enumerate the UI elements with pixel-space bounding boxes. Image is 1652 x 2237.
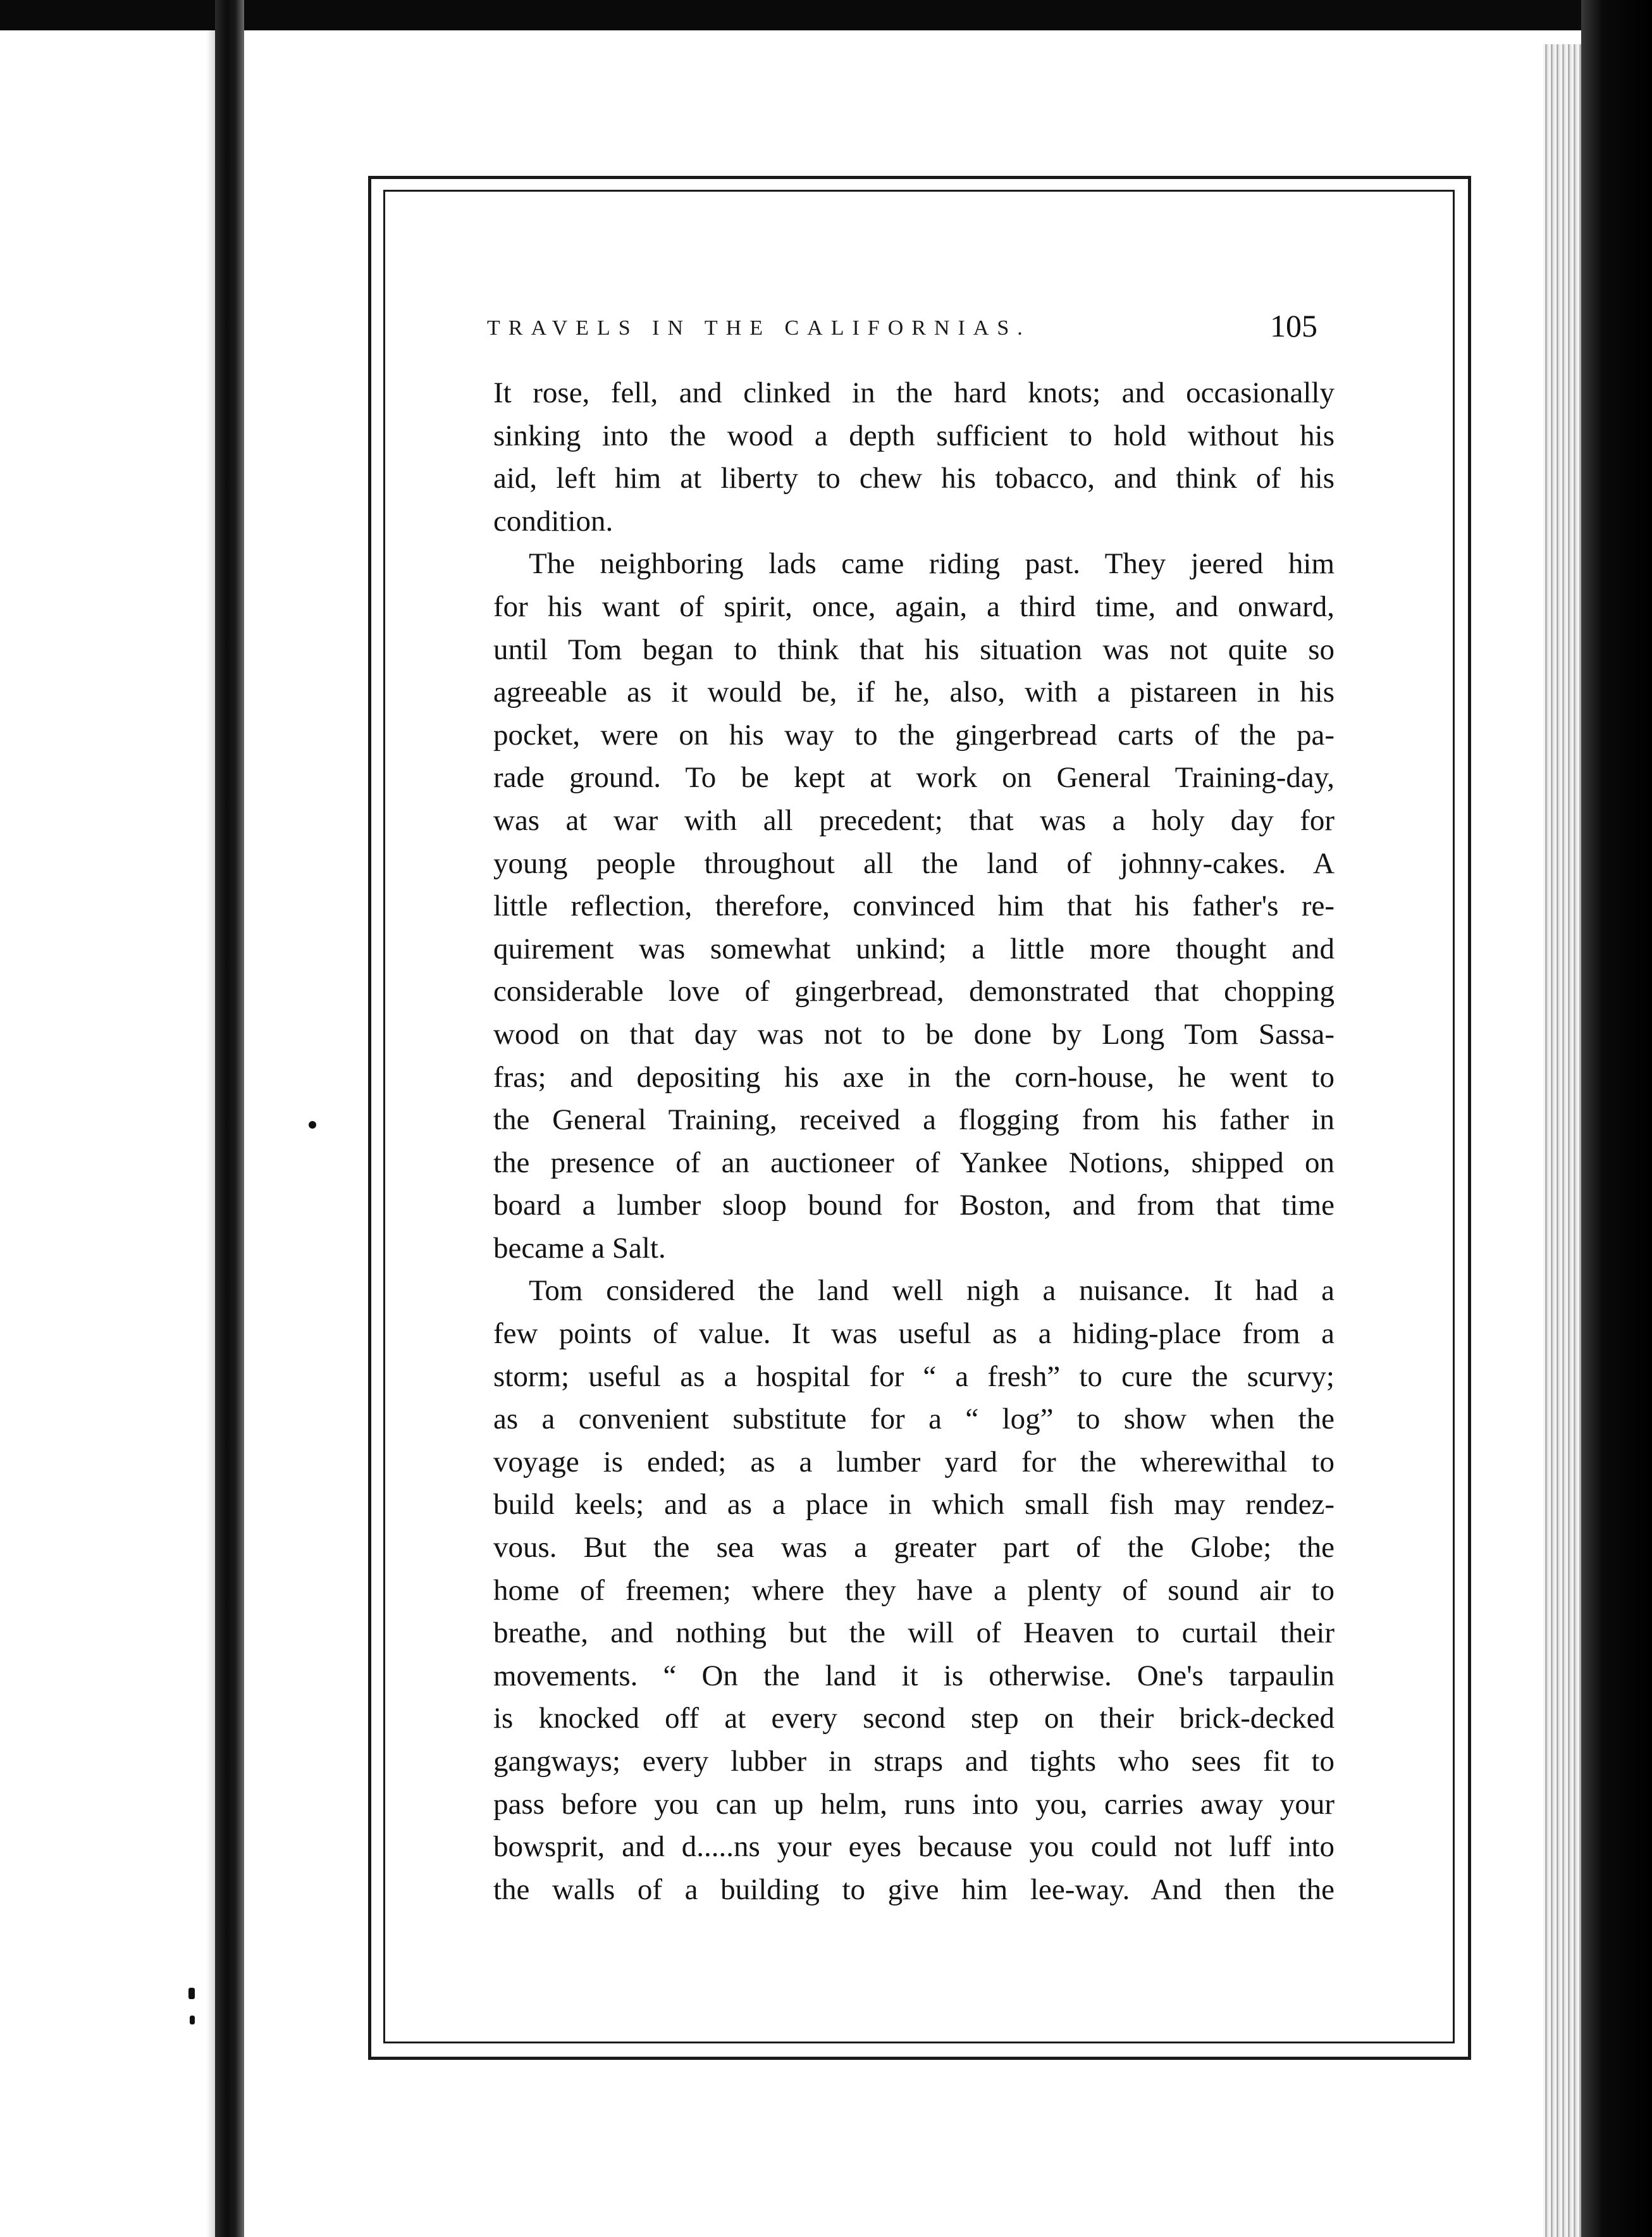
text-line: fras; and depositing his axe in the corn-house, he went to	[493, 1060, 1335, 1094]
scanner-background-top	[0, 0, 1652, 30]
text-line: board a lumber sloop bound for Boston, and from that time	[493, 1189, 1335, 1222]
text-line: quirement was somewhat unkind; a little more thought and	[493, 932, 1335, 965]
scan-speck	[190, 2016, 195, 2024]
text-line: voyage is ended; as a lumber yard for the wherewithal to	[493, 1445, 1335, 1478]
left-page-blank	[0, 30, 215, 2237]
text-line: the walls of a building to give him lee-way. And then the	[493, 1873, 1335, 1906]
text-line: the presence of an auctioneer of Yankee Notions, shipped on	[493, 1146, 1335, 1179]
text-line: is knocked off at every second step on their brick-decked	[493, 1702, 1335, 1735]
text-line: movements. “ On the land it is otherwise. One's tarpaulin	[493, 1659, 1335, 1692]
text-line: bowsprit, and d.....ns your eyes because you could not luff into	[493, 1830, 1335, 1864]
text-line: breathe, and nothing but the will of Heaven to curtail their	[493, 1616, 1335, 1650]
text-line: pass before you can up helm, runs into you, carries away your	[493, 1787, 1335, 1821]
text-line: gangways; every lubber in straps and tights who sees fit to	[493, 1745, 1335, 1778]
text-line: few points of value. It was useful as a hiding-place from a	[493, 1317, 1335, 1351]
scanner-background-right	[1581, 0, 1652, 2237]
left-page-edge-shadow	[206, 30, 215, 2237]
text-line: until Tom began to think that his situation was not quite so	[493, 633, 1335, 666]
text-line: wood on that day was not to be done by Long Tom Sassa-	[493, 1017, 1335, 1051]
text-line: rade ground. To be kept at work on General Training-day,	[493, 761, 1335, 795]
text-line: condition.	[493, 504, 613, 538]
scan-speck	[188, 1988, 195, 1999]
text-line: little reflection, therefore, convinced him that his father's re-	[493, 889, 1335, 923]
body-text	[493, 372, 1335, 1911]
text-line: Tom considered the land well nigh a nuisance. It had a	[529, 1274, 1335, 1308]
text-line: home of freemen; where they have a plenty of sound air to	[493, 1573, 1335, 1607]
page-number: 105	[1270, 308, 1317, 344]
text-line: was at war with all precedent; that was a holy day for	[493, 803, 1335, 837]
text-line: The neighboring lads came riding past. They jeered him	[529, 547, 1335, 581]
text-line: became a Salt.	[493, 1231, 666, 1265]
text-line: considerable love of gingerbread, demonstrated that chopping	[493, 975, 1335, 1008]
text-line: for his want of spirit, once, again, a third time, and onward,	[493, 590, 1335, 623]
text-line: as a convenient substitute for a “ log” to show when the	[493, 1403, 1335, 1436]
text-line: the General Training, received a flogging from his father in	[493, 1103, 1335, 1137]
book-gutter	[215, 0, 244, 2237]
text-line: agreeable as it would be, if he, also, with a pistareen in his	[493, 676, 1335, 709]
text-line: sinking into the wood a depth sufficient to hold without his	[493, 419, 1335, 452]
text-line: pocket, were on his way to the gingerbread carts of the pa-	[493, 718, 1335, 752]
text-line: aid, left him at liberty to chew his tobacco, and think of his	[493, 462, 1335, 495]
scan-speck	[309, 1121, 316, 1129]
text-line: young people throughout all the land of johnny-cakes. A	[493, 846, 1335, 880]
text-line: It rose, fell, and clinked in the hard knots; and occasionally	[493, 376, 1335, 409]
stacked-page-edges	[1543, 44, 1582, 2237]
text-line: storm; useful as a hospital for “ a fresh” to cure the scurvy;	[493, 1360, 1335, 1393]
text-line: vous. But the sea was a greater part of the Globe; the	[493, 1531, 1335, 1565]
text-line: build keels; and as a place in which small fish may rendez-	[493, 1488, 1335, 1521]
running-head: TRAVELS IN THE CALIFORNIAS.	[487, 316, 1031, 340]
